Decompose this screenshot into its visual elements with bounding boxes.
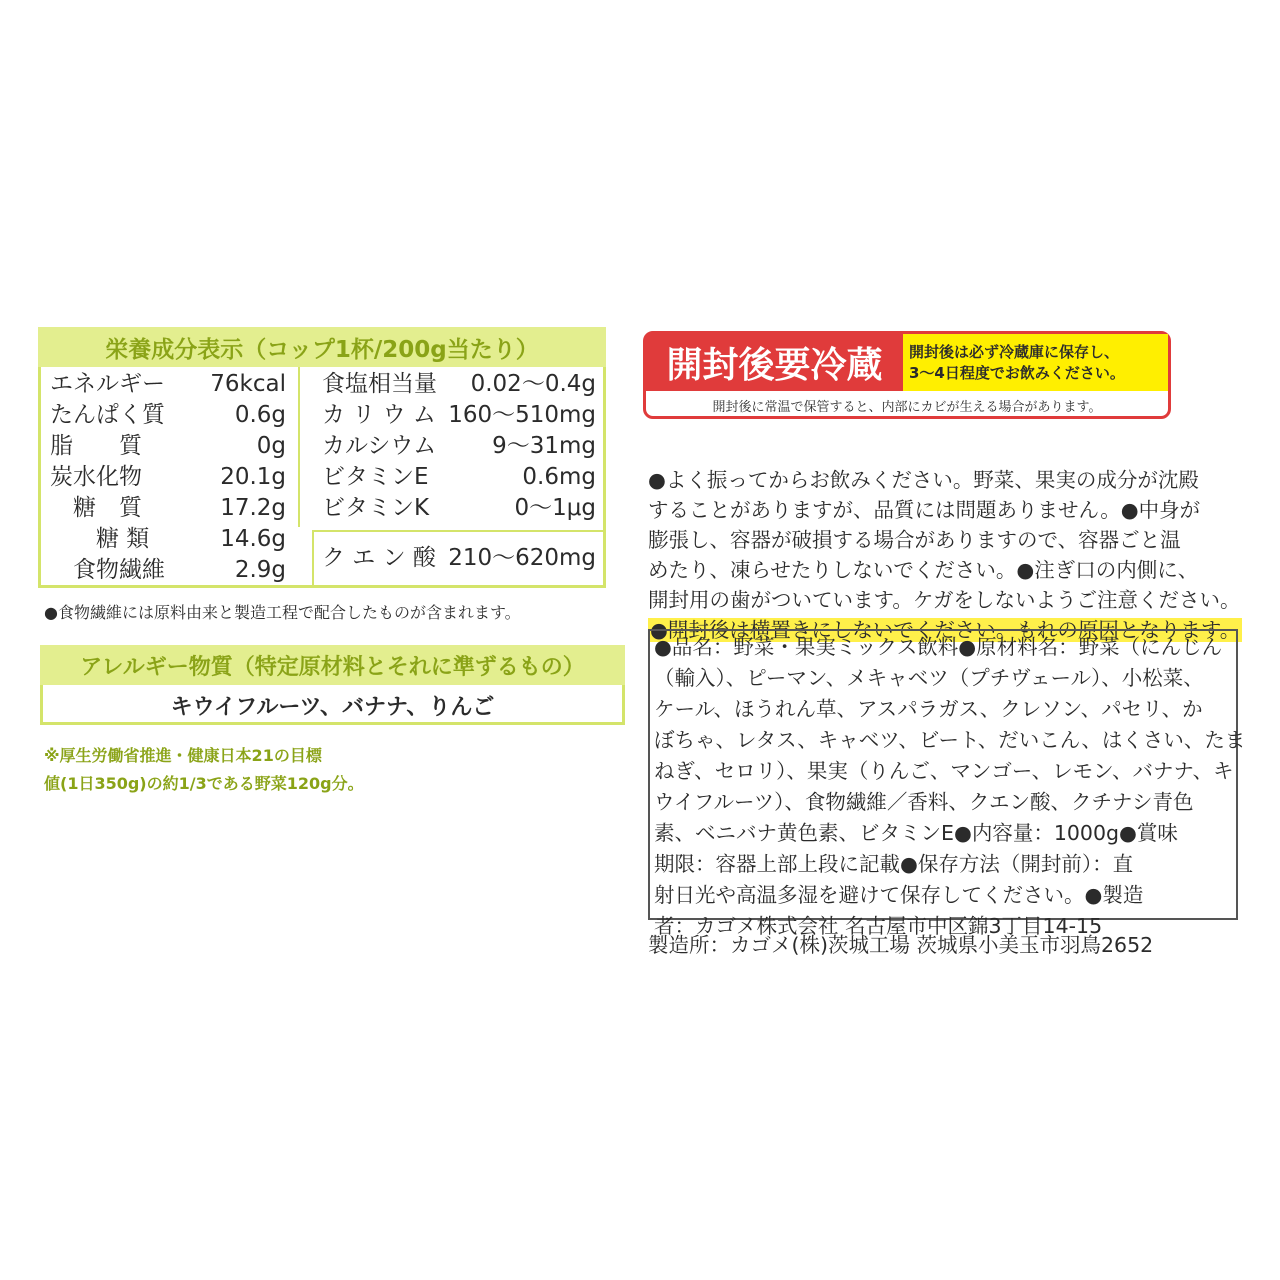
refrigeration-title: 開封後要冷蔵 — [646, 334, 903, 391]
instruction-line: めたり、凍らせたりしないでください。●注ぎ口の内側に、 — [648, 558, 1199, 582]
refrigeration-subtext-line: 3～4日程度でお飲みください。 — [909, 363, 1125, 382]
nutrient-value: 0.6mg — [522, 464, 596, 490]
nutrient-label: 糖 質 — [50, 495, 142, 521]
nutrient-value: 0g — [256, 433, 286, 459]
nutrition-row — [322, 431, 596, 461]
health-note-line: ※厚生労働省推進・健康日本21の目標 — [44, 746, 322, 765]
nutrient-label: ビタミンE — [322, 464, 429, 490]
nutrient-label: 食物繊維 — [50, 557, 165, 583]
allergy-title: アレルギー物質（特定原材料とそれに準ずるもの） — [40, 645, 625, 685]
nutrient-value: 20.1g — [220, 464, 286, 490]
nutrient-label: 炭水化物 — [50, 464, 142, 490]
instruction-line: 膨張し、容器が破損する場合がありますので、容器ごと温 — [648, 528, 1181, 552]
nutrient-label: カ リ ウ ム — [322, 402, 436, 428]
nutrient-value: 160～510mg — [448, 402, 596, 428]
label-line: ●品名：野菜・果実ミックス飲料●原材料名：野菜（にんじん — [654, 635, 1223, 659]
instruction-line: することがありますが、品質には問題ありません。●中身が — [648, 498, 1201, 522]
nutrient-value: 210～620mg — [448, 545, 596, 571]
nutrient-value: 17.2g — [220, 495, 286, 521]
highlighted-warning: ●開封後は横置きにしないでください。もれの原因となります。 — [650, 618, 1241, 642]
nutrition-row — [50, 493, 286, 523]
nutrition-row — [50, 555, 286, 585]
nutrient-value: 14.6g — [220, 526, 286, 552]
nutrition-row — [50, 400, 286, 430]
nutrition-row — [322, 493, 596, 523]
health-note-line: 値(1日350g)の約1/3である野菜120g分。 — [44, 774, 364, 793]
citric-acid-row — [322, 543, 596, 573]
nutrient-label: ク エ ン 酸 — [322, 545, 436, 571]
nutrient-label: たんぱく質 — [50, 402, 165, 428]
nutrient-label: エネルギー — [50, 371, 165, 397]
health-note — [44, 742, 384, 798]
label-line: 者：カゴメ株式会社 名古屋市中区錦3丁目14-15 — [654, 914, 1103, 938]
nutrition-row — [322, 462, 596, 492]
label-line: 期限：容器上部上段に記載●保存方法（開封前）：直 — [654, 852, 1134, 876]
mold-warning: 開封後に常温で保管すると、内部にカビが生える場合があります。 — [712, 399, 1102, 415]
nutrition-column-divider — [298, 367, 300, 527]
label-line: ケール、ほうれん草、アスパラガス、クレソン、パセリ、か — [654, 697, 1203, 721]
allergy-items: キウイフルーツ、バナナ、りんご — [170, 694, 495, 720]
label-line: （輸入）、ピーマン、メキャベツ（プチヴェール）、小松菜、 — [654, 666, 1204, 690]
nutrition-row — [50, 462, 286, 492]
refrigeration-subtext — [903, 334, 1168, 391]
instruction-line: ●よく振ってからお飲みください。野菜、果実の成分が沈殿 — [648, 468, 1199, 492]
nutrition-row — [50, 431, 286, 461]
nutrient-value: 76kcal — [210, 371, 286, 397]
label-line: 素、ベニバナ黄色素、ビタミンE●内容量：1000g●賞味 — [654, 821, 1178, 845]
product-label-text — [654, 632, 1246, 942]
nutrient-value: 0～1μg — [514, 495, 596, 521]
nutrient-label: 脂 質 — [50, 433, 142, 459]
nutrient-value: 0.02～0.4g — [470, 371, 596, 397]
nutrient-label: カルシウム — [322, 433, 437, 459]
label-line: ぼちゃ、レタス、キャベツ、ビート、だいこん、はくさい、たま — [654, 728, 1246, 752]
nutrient-value: 0.6g — [234, 402, 286, 428]
nutrient-value: 2.9g — [234, 557, 286, 583]
nutrient-label: 糖 類 — [50, 526, 150, 552]
nutrient-value: 9～31mg — [492, 433, 596, 459]
label-line: ウイフルーツ）、食物繊維／香料、クエン酸、クチナシ青色 — [654, 790, 1194, 814]
nutrition-row — [50, 524, 286, 554]
nutrition-row — [322, 400, 596, 430]
factory-info: 製造所：カゴメ(株)茨城工場 茨城県小美玉市羽鳥2652 — [648, 933, 1154, 957]
label-line: ねぎ、セロリ）、果実（りんご、マンゴー、レモン、バナナ、キ — [654, 759, 1234, 783]
usage-instructions — [648, 465, 1240, 645]
nutrient-label: 食塩相当量 — [322, 371, 437, 397]
refrigeration-subtext-line: 開封後は必ず冷蔵庫に保存し、 — [909, 342, 1120, 361]
nutrition-title: 栄養成分表示（コップ1杯/200g当たり） — [38, 327, 606, 367]
fiber-note: ●食物繊維には原料由来と製造工程で配合したものが含まれます。 — [44, 603, 521, 622]
nutrient-label: ビタミンK — [322, 495, 430, 521]
label-line: 射日光や高温多湿を避けて保存してください。●製造 — [654, 883, 1144, 907]
instruction-line: 開封用の歯がついています。ケガをしないようご注意ください。 — [648, 588, 1241, 612]
nutrition-row — [50, 369, 286, 399]
nutrition-row — [322, 369, 596, 399]
